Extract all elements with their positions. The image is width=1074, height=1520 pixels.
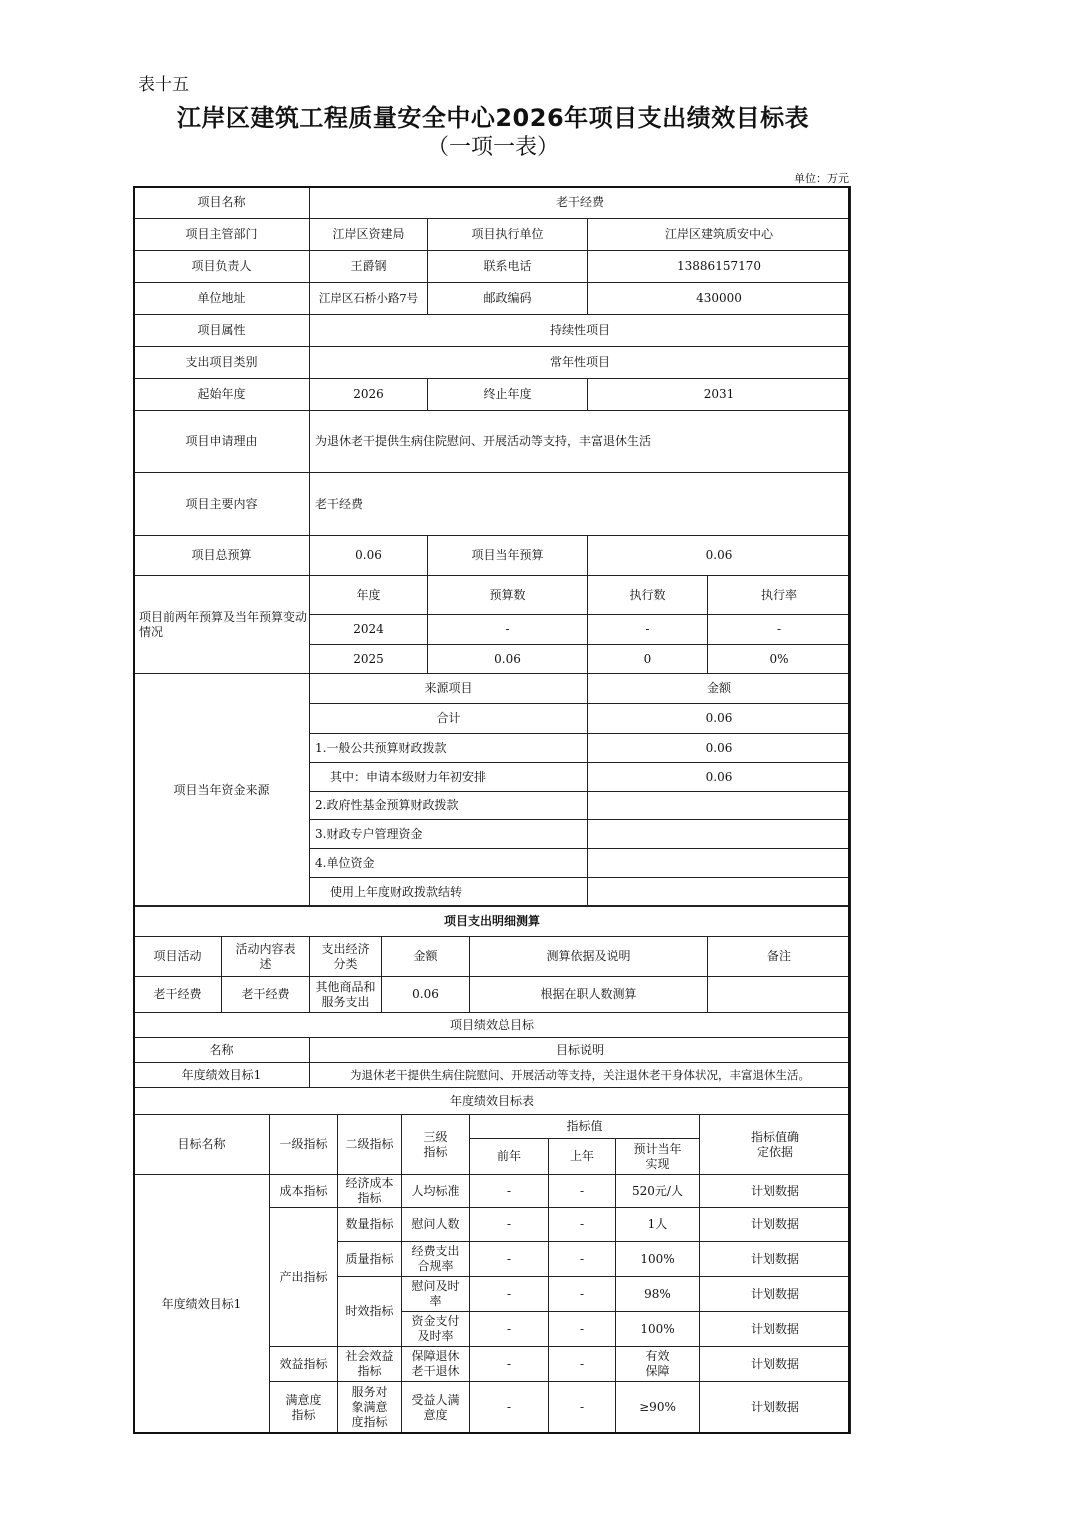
funding-label: 项目当年资金来源 — [134, 674, 310, 907]
leader-label: 项目负责人 — [134, 251, 310, 283]
overall-header-row — [134, 1038, 851, 1063]
prev1-cell: - — [549, 1312, 616, 1347]
overall-section-title: 项目绩效总目标 — [134, 1013, 851, 1038]
total-budget-label: 项目总预算 — [134, 536, 310, 576]
current-cell: 98% — [616, 1277, 700, 1312]
attr-label: 项目属性 — [134, 315, 310, 347]
category-label: 支出项目类别 — [134, 347, 310, 379]
phone-label: 联系电话 — [428, 251, 588, 283]
l3-cell: 保障退休老干退休 — [402, 1347, 470, 1382]
detail-header: 测算依据及说明 — [470, 937, 708, 977]
history-header: 执行率 — [708, 576, 851, 615]
detail-header: 项目活动 — [134, 937, 222, 977]
history-label: 项目前两年预算及当年预算变动情况 — [134, 576, 310, 674]
funding-amount: 0.06 — [588, 704, 851, 734]
detail-header: 备注 — [708, 937, 851, 977]
current-cell: 1人 — [616, 1208, 700, 1242]
funding-amount — [588, 878, 851, 907]
funding-amount-header: 金额 — [588, 674, 851, 704]
l1-cell: 成本指标 — [270, 1175, 338, 1208]
basis-cell: 计划数据 — [700, 1347, 851, 1382]
prev1-cell: - — [549, 1175, 616, 1208]
history-header: 年度 — [310, 576, 428, 615]
address-label: 单位地址 — [134, 283, 310, 315]
annual-section-title: 年度绩效目标表 — [134, 1088, 851, 1115]
row-category — [134, 347, 851, 379]
l3-cell: 受益人满意度 — [402, 1382, 470, 1434]
row-budget — [134, 536, 851, 576]
l1-header: 一级指标 — [270, 1115, 338, 1175]
prev1-cell: - — [549, 1208, 616, 1242]
l3-cell: 经费支出合规率 — [402, 1242, 470, 1277]
content-label: 项目主要内容 — [134, 473, 310, 536]
funding-source-header: 来源项目 — [310, 674, 588, 704]
row-attr — [134, 315, 851, 347]
prev2-cell: - — [470, 1277, 549, 1312]
goal-name-header: 目标名称 — [134, 1115, 270, 1175]
annual-goal-table — [133, 1087, 851, 1434]
l1-cell: 产出指标 — [270, 1208, 338, 1347]
address-value: 江岸区石桥小路7号 — [310, 283, 428, 315]
history-cell: 0.06 — [428, 645, 588, 674]
l2-cell: 时效指标 — [338, 1277, 402, 1347]
history-cell: 2024 — [310, 615, 428, 645]
row-content — [134, 473, 851, 536]
funding-source: 2.政府性基金预算财政拨款 — [310, 792, 588, 820]
detail-section-title: 项目支出明细测算 — [134, 906, 851, 937]
prev1-cell: - — [549, 1277, 616, 1312]
prev2-cell: - — [470, 1347, 549, 1382]
l2-cell: 质量指标 — [338, 1242, 402, 1277]
l2-cell: 数量指标 — [338, 1208, 402, 1242]
basis-cell: 计划数据 — [700, 1242, 851, 1277]
overall-name-header: 名称 — [134, 1038, 310, 1063]
funding-amount — [588, 849, 851, 878]
funding-source: 3.财政专户管理资金 — [310, 820, 588, 849]
dept-label: 项目主管部门 — [134, 219, 310, 251]
prev2-cell: - — [470, 1242, 549, 1277]
unit-label: 单位：万元 — [794, 172, 849, 185]
current-cell: 有效保障 — [616, 1347, 700, 1382]
history-cell: 0% — [708, 645, 851, 674]
l3-cell: 慰问及时率 — [402, 1277, 470, 1312]
annual-header-row — [134, 1115, 851, 1139]
overall-name: 年度绩效目标1 — [134, 1063, 310, 1088]
annual-section-row — [134, 1088, 851, 1115]
end-label: 终止年度 — [428, 379, 588, 411]
current-cell: ≥90% — [616, 1382, 700, 1434]
history-cell: - — [428, 615, 588, 645]
zip-label: 邮政编码 — [428, 283, 588, 315]
detail-section-row — [134, 906, 851, 937]
l2-cell: 经济成本指标 — [338, 1175, 402, 1208]
detail-row — [134, 977, 851, 1013]
history-cell: 2025 — [310, 645, 428, 674]
funding-source: 其中：申请本级财力年初安排 — [310, 763, 588, 792]
history-cell: - — [588, 615, 708, 645]
start-value: 2026 — [310, 379, 428, 411]
content-value: 老干经费 — [310, 473, 851, 536]
detail-header: 支出经济分类 — [310, 937, 382, 977]
project-name-value: 老干经费 — [310, 187, 851, 219]
detail-cell: 老干经费 — [222, 977, 310, 1013]
row-years — [134, 379, 851, 411]
page-title: 江岸区建筑工程质量安全中心2026年项目支出绩效目标表 — [176, 104, 810, 132]
prev1-cell: - — [549, 1347, 616, 1382]
overall-goal-table — [133, 1012, 851, 1088]
page-subtitle: （一项一表） — [426, 135, 559, 160]
basis-cell: 计划数据 — [700, 1312, 851, 1347]
row-leader — [134, 251, 851, 283]
overall-row — [134, 1063, 851, 1088]
attr-value: 持续性项目 — [310, 315, 851, 347]
l2-header: 二级指标 — [338, 1115, 402, 1175]
l3-cell: 资金支付及时率 — [402, 1312, 470, 1347]
prev2-cell: - — [470, 1208, 549, 1242]
l1-cell: 满意度指标 — [270, 1382, 338, 1434]
current-cell: 520元/人 — [616, 1175, 700, 1208]
reason-label: 项目申请理由 — [134, 411, 310, 473]
prev2-cell: - — [470, 1175, 549, 1208]
prev1-cell: - — [549, 1382, 616, 1434]
overall-desc-header: 目标说明 — [310, 1038, 851, 1063]
project-name-label: 项目名称 — [134, 187, 310, 219]
overall-desc: 为退休老干提供生病住院慰问、开展活动等支持，关注退休老干身体状况，丰富退休生活。 — [310, 1063, 851, 1088]
funding-amount — [588, 820, 851, 849]
end-value: 2031 — [588, 379, 851, 411]
annual-goal-name: 年度绩效目标1 — [134, 1175, 270, 1434]
row-project-name — [134, 187, 851, 219]
basic-info-table — [133, 186, 851, 907]
detail-header: 金额 — [382, 937, 470, 977]
overall-section-row — [134, 1013, 851, 1038]
current-cell: 100% — [616, 1242, 700, 1277]
basis-header: 指标值确定依据 — [700, 1115, 851, 1175]
row-reason — [134, 411, 851, 473]
detail-header-row — [134, 937, 851, 977]
total-budget-value: 0.06 — [310, 536, 428, 576]
zip-value: 430000 — [588, 283, 851, 315]
start-label: 起始年度 — [134, 379, 310, 411]
detail-cell: 根据在职人数测算 — [470, 977, 708, 1013]
phone-value: 13886157170 — [588, 251, 851, 283]
prev2-header: 前年 — [470, 1139, 549, 1175]
detail-cell: 0.06 — [382, 977, 470, 1013]
prev2-cell: - — [470, 1382, 549, 1434]
basis-cell: 计划数据 — [700, 1382, 851, 1434]
exec-value: 江岸区建筑质安中心 — [588, 219, 851, 251]
basis-cell: 计划数据 — [700, 1277, 851, 1312]
history-cell: 0 — [588, 645, 708, 674]
l3-header: 三级指标 — [402, 1115, 470, 1175]
funding-amount: 0.06 — [588, 763, 851, 792]
table-number: 表十五 — [138, 75, 189, 95]
prev1-cell: - — [549, 1242, 616, 1277]
detail-header: 活动内容表述 — [222, 937, 310, 977]
row-address — [134, 283, 851, 315]
leader-value: 王爵钢 — [310, 251, 428, 283]
dept-value: 江岸区资建局 — [310, 219, 428, 251]
year-budget-label: 项目当年预算 — [428, 536, 588, 576]
detail-cell — [708, 977, 851, 1013]
l3-cell: 人均标准 — [402, 1175, 470, 1208]
value-header: 指标值 — [470, 1115, 700, 1139]
current-header: 预计当年实现 — [616, 1139, 700, 1175]
funding-amount — [588, 792, 851, 820]
l3-cell: 慰问人数 — [402, 1208, 470, 1242]
basis-cell: 计划数据 — [700, 1208, 851, 1242]
l1-cell: 效益指标 — [270, 1347, 338, 1382]
funding-source: 4.单位资金 — [310, 849, 588, 878]
current-cell: 100% — [616, 1312, 700, 1347]
reason-value: 为退休老干提供生病住院慰问、开展活动等支持，丰富退休生活 — [310, 411, 851, 473]
l2-cell: 服务对象满意度指标 — [338, 1382, 402, 1434]
row-dept — [134, 219, 851, 251]
funding-header-row — [134, 674, 851, 704]
history-header: 执行数 — [588, 576, 708, 615]
prev2-cell: - — [470, 1312, 549, 1347]
l2-cell: 社会效益指标 — [338, 1347, 402, 1382]
funding-source: 使用上年度财政拨款结转 — [310, 878, 588, 907]
history-cell: - — [708, 615, 851, 645]
detail-cell: 老干经费 — [134, 977, 222, 1013]
history-header: 预算数 — [428, 576, 588, 615]
year-budget-value: 0.06 — [588, 536, 851, 576]
exec-label: 项目执行单位 — [428, 219, 588, 251]
expense-detail-table — [133, 905, 851, 1013]
detail-cell: 其他商品和服务支出 — [310, 977, 382, 1013]
indicator-row — [134, 1175, 851, 1208]
category-value: 常年性项目 — [310, 347, 851, 379]
history-header-row — [134, 576, 851, 615]
funding-amount: 0.06 — [588, 734, 851, 763]
prev1-header: 上年 — [549, 1139, 616, 1175]
funding-source: 合计 — [310, 704, 588, 734]
funding-source: 1.一般公共预算财政拨款 — [310, 734, 588, 763]
basis-cell: 计划数据 — [700, 1175, 851, 1208]
